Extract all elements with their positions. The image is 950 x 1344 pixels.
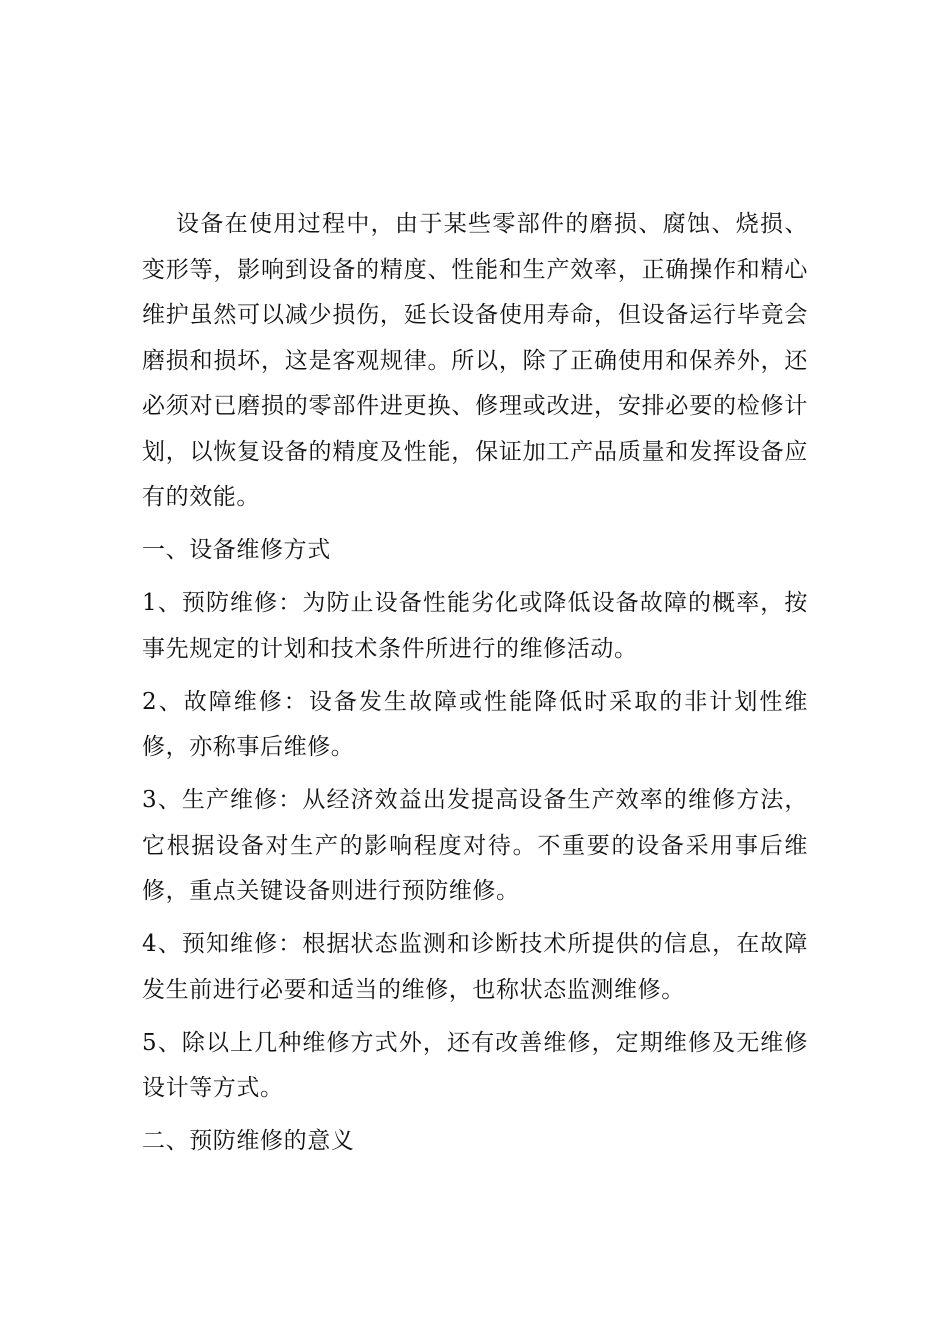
list-item-predictive: 4、预知维修：根据状态监测和诊断技术所提供的信息，在故障发生前进行必要和适当的维修，也称状态监测维修。 [142,931,808,1003]
section-heading-maintenance-modes: 一、设备维修方式 [142,537,331,563]
list-item-other: 5、除以上几种维修方式外，还有改善维修，定期维修及无维修设计等方式。 [142,1029,808,1101]
intro-paragraph: 设备在使用过程中，由于某些零部件的磨损、腐蚀、烧损、变形等，影响到设备的精度、性能和生产效率，正确操作和精心维护虽然可以减少损伤，延长设备使用寿命，但设备运行毕竟会磨损和损坏，这是客观规律。所以，除了正确使用和保养外，还必须对已磨损的零部件进更换、修理或改进，安排必要的检修计划，以恢复设备的精度及性能，保证加工产品质量和发挥设备应有的效能。 [142,211,808,510]
list-item-breakdown: 2、故障维修：设备发生故障或性能降低时采取的非计划性维修，亦称事后维修。 [142,688,808,760]
document-body [142,202,808,1172]
list-item-productive: 3、生产维修：从经济效益出发提高设备生产效率的维修方法，它根据设备对生产的影响程度对待。不重要的设备采用事后维修，重点关键设备则进行预防维修。 [142,787,808,904]
section-heading-preventive-meaning: 二、预防维修的意义 [142,1128,355,1154]
list-item-preventive: 1、预防维修：为防止设备性能劣化或降低设备故障的概率，按事先规定的计划和技术条件所进行的维修活动。 [142,590,808,662]
